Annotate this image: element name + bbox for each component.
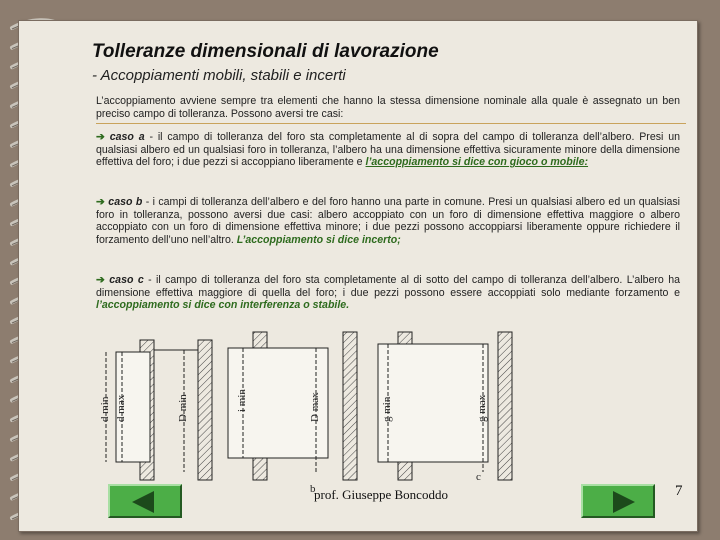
arrow-icon: ➔ bbox=[96, 274, 105, 286]
separator-line bbox=[96, 123, 686, 124]
footer-author: prof. Giuseppe Boncoddo bbox=[314, 487, 448, 502]
label-c: c bbox=[476, 471, 481, 483]
case-b-text: - i campi di tolleranza dell’albero e del foro hanno una parte in comune. Presi un qualsiasi albero ed un qualsiasi foro in tolleranza, possono aversi due casi: albero accoppiato con un foro di dimensione effettiva maggiore o albero accoppiato con un foro di dimensione effettiva minore; i due pezzi possono accoppiarsi liberamente oppure richiedere il forzamento dell’uno nell’altro. bbox=[96, 196, 680, 246]
case-c-paragraph bbox=[96, 274, 680, 312]
triangle-left-icon bbox=[110, 486, 184, 520]
arrow-icon: ➔ bbox=[96, 196, 105, 208]
case-a-label: caso a bbox=[109, 131, 145, 143]
case-b-paragraph bbox=[96, 196, 680, 246]
label-gmax: g max bbox=[476, 394, 488, 422]
label-dmax: d max bbox=[115, 394, 127, 422]
next-slide-button[interactable] bbox=[581, 484, 655, 518]
case-a-text: - il campo di tolleranza del foro sta completamente al di sopra del campo di tolleranza dell’albero. Presi un qualsiasi albero ed un qualsiasi foro in tolleranza, l’albero ha una dimensione effettiva sicuramente minore della dimensione effettiva del foro; i due pezzi si accoppiano liberamente e bbox=[96, 131, 680, 169]
triangle-right-icon bbox=[583, 486, 657, 520]
diagram-case-c bbox=[378, 332, 512, 480]
label-b: b bbox=[310, 483, 316, 495]
slide-subtitle: - Accoppiamenti mobili, stabili e incerti bbox=[92, 67, 346, 84]
intro-paragraph: L’accoppiamento avviene sempre tra elementi che hanno la stessa dimensione nominale alla quale è assegnato un ben preciso campo di tolleranza. Possono aversi tre casi: bbox=[96, 95, 680, 120]
label-Dmax: D max bbox=[309, 392, 321, 422]
page-number: 7 bbox=[675, 483, 683, 499]
previous-slide-button[interactable] bbox=[108, 484, 182, 518]
arrow-icon: ➔ bbox=[96, 131, 105, 143]
case-c-emphasis: l’accoppiamento si dice con interferenza o stabile. bbox=[96, 299, 350, 312]
case-b-label: caso b bbox=[108, 196, 143, 208]
label-dmin: d min bbox=[99, 396, 111, 422]
label-i-min: i min bbox=[236, 389, 248, 412]
case-b-emphasis: L’accoppiamento si dice incerto; bbox=[236, 233, 401, 246]
slide-title: Tolleranze dimensionali di lavorazione bbox=[92, 41, 439, 62]
case-a-emphasis: l’accoppiamento si dice con gioco o mobile: bbox=[365, 156, 589, 169]
case-c-label: caso c bbox=[109, 274, 144, 286]
case-c-text: - il campo di tolleranza del foro sta completamente al di sotto del campo di tolleranza dell’albero. L’albero ha dimensione effettiva maggiore di quella del foro; i due pezzi possono essere accoppiati solo mediante forzamento e bbox=[96, 274, 680, 299]
case-a-paragraph bbox=[96, 131, 680, 169]
label-gmin: g min bbox=[381, 396, 393, 422]
label-Dmin: D min bbox=[177, 394, 189, 422]
